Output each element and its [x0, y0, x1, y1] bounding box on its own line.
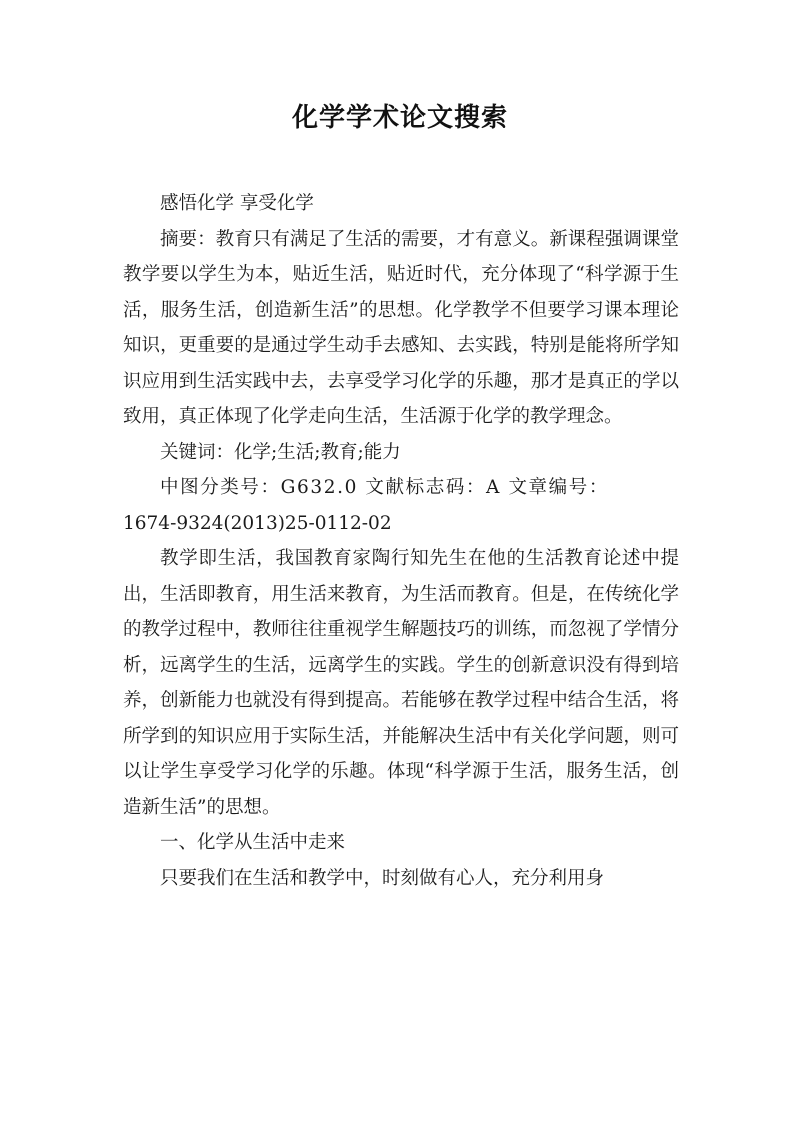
classification-line: 中图分类号：G632.0 文献标志码：A 文章编号： [160, 477, 609, 498]
body-paragraph-2: 只要我们在生活和教学中，时刻做有心人，充分利用身 [160, 867, 605, 889]
classification-block [123, 470, 679, 541]
document-title: 化学学术论文搜索 [291, 103, 508, 133]
section-heading: 一、化学从生活中走来 [160, 832, 346, 853]
body-paragraph-1: 教学即生活，我国教育家陶行知先生在他的生活教育论述中提出，生活即教育，用生活来教育，为生活而教育。但是，在传统化学的教学过程中，教师往往重视学生解题技巧的训练，而忽视了学情分析，远离学生的生活，远离学生的实践。学生的创新意识没有得到培养，创新能力也就没有得到提高。若能够在教学过程中结合生活，将所学到的知识应用于实际生活，并能解决生活中有关化学问题，则可以让学生享受学习化学的乐趣。体现“科学源于生活，服务生活，创造新生活”的思想。 [123, 548, 679, 818]
keywords-line: 关键词：化学;生活;教育;能力 [160, 441, 401, 463]
document-body [123, 186, 679, 896]
abstract-paragraph: 摘要：教育只有满足了生活的需要，才有意义。新课程强调课堂教学要以学生为本，贴近生活，贴近时代，充分体现了“科学源于生活，服务生活，创造新生活”的思想。化学教学不但要学习课本理论知识，更重要的是通过学生动手去感知、去实践，特别是能将所学知识应用到生活实践中去，去享受学习化学的乐趣，那才是真正的学以致用，真正体现了化学走向生活，生活源于化学的教学理念。 [123, 228, 679, 427]
subtitle: 感悟化学 享受化学 [160, 193, 314, 214]
article-number: 1674-9324(2013)25-0112-02 [123, 512, 392, 534]
